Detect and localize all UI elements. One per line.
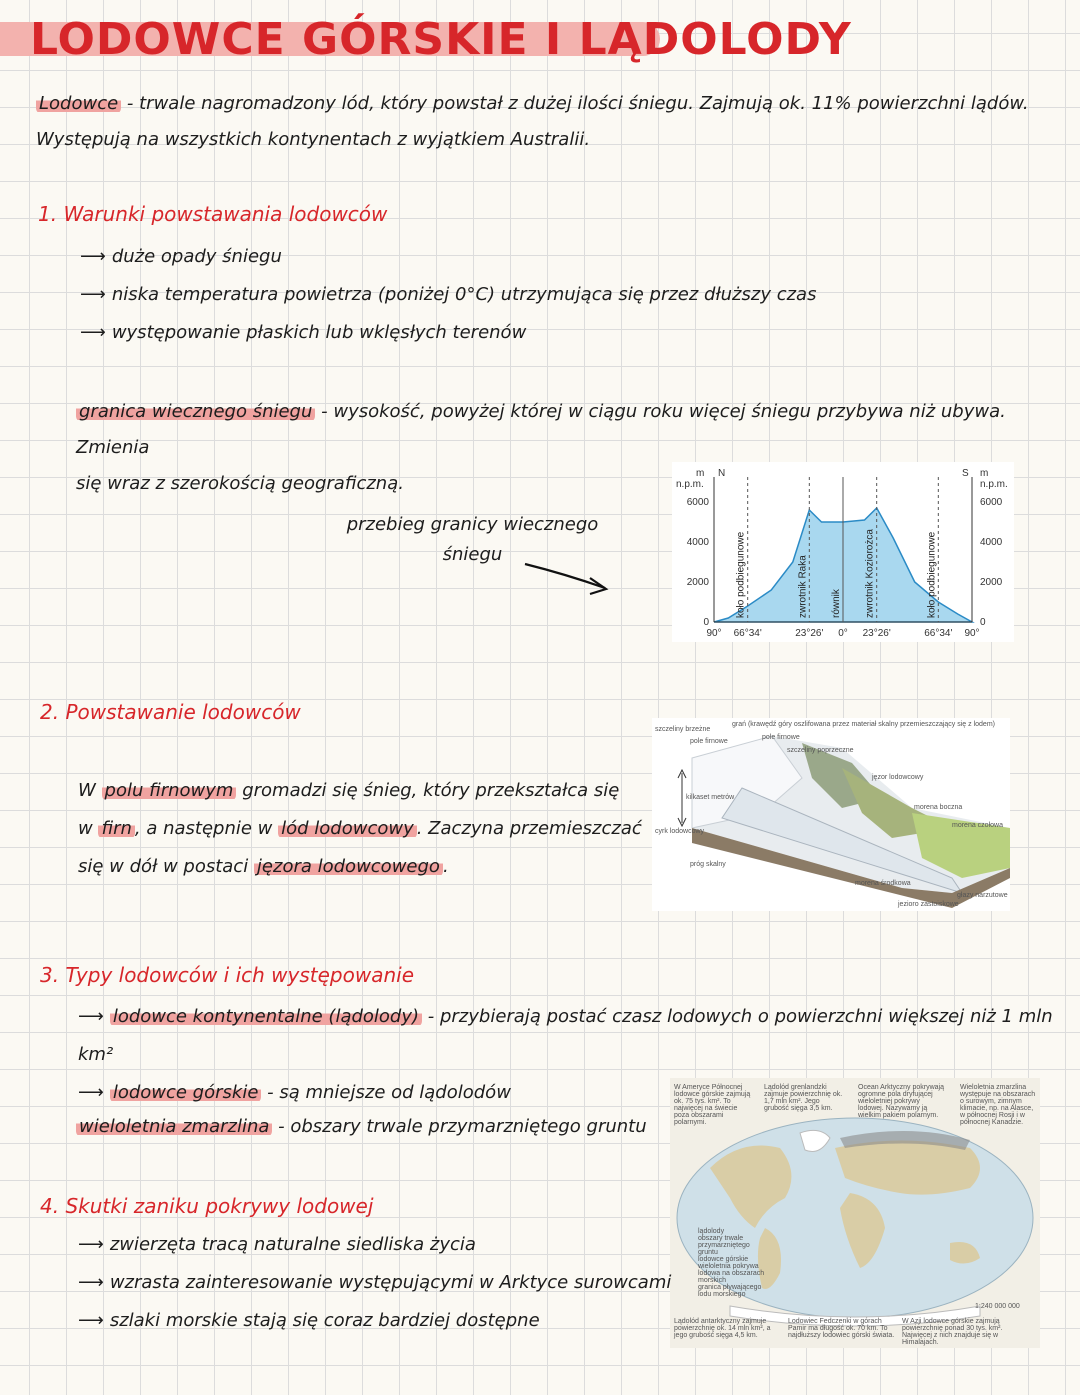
y-tick-label-left: 4000 xyxy=(686,537,709,548)
reference-line-label: koło podbiegunowe xyxy=(735,531,747,618)
label-kilkaset-metrow: kilkaset metrów xyxy=(686,794,735,801)
y-tick-label-right: 2000 xyxy=(980,577,1003,588)
pole-label-south: S xyxy=(962,468,969,479)
label-prog-skalny: próg skalny xyxy=(690,861,726,868)
map-note-north-america: W Ameryce Północnej lodowce górskie zajmują ok. 75 tys. km². To najwięcej na świecie poza obszarami polarnymi. xyxy=(674,1084,751,1126)
map-note-antarctica: Lądolód antarktyczny zajmuje powierzchnię ok. 14 mln km², a jego grubość sięga 4,5 km. xyxy=(674,1318,771,1339)
label-morena-srodkowa: morena środkowa xyxy=(855,880,911,887)
permafrost-definition: wieloletnia zmarzlina - obszary trwale przymarzniętego gruntu xyxy=(76,1116,647,1137)
x-tick-label: 66°34' xyxy=(924,628,953,639)
intro-paragraph: Lodowce - trwale nagromadzony lód, który powstał z dużej ilości śniegu. Zajmują ok. 11% powierzchni lądów. Występują na wszystkich kontynentach z wyjątkiem Australii. xyxy=(36,86,1056,158)
arrow-icon xyxy=(520,552,615,597)
section-2-heading: 2. Powstawanie lodowców xyxy=(40,700,301,724)
y-tick-label-right: 4000 xyxy=(980,537,1003,548)
x-tick-label: 23°26' xyxy=(795,628,824,639)
label-jezor-lodowcowy: jęzor lodowcowy xyxy=(872,774,924,781)
section-4-list xyxy=(78,1226,671,1340)
x-tick-label: 90° xyxy=(706,628,722,639)
y-tick-label-right: 6000 xyxy=(980,497,1003,508)
world-map xyxy=(670,1078,1040,1348)
label-pole-firnowe: pole firnowe xyxy=(690,738,728,745)
label-morena-czolowa: morena czołowa xyxy=(952,822,1003,829)
chart-svg xyxy=(672,462,1014,642)
x-tick-label: 0° xyxy=(838,628,848,639)
term-lodowce-gorskie: lodowce górskie xyxy=(110,1082,262,1103)
y-tick-label-right: 0 xyxy=(980,617,986,628)
list-item: ⟶ lodowce górskie - są mniejsze od lądolodów xyxy=(78,1082,511,1103)
list-item: ⟶ lodowce kontynentalne (lądolody) - przybierają postać czasz lodowych o powierzchni większej niż 1 mln km² xyxy=(78,1006,1053,1065)
y-unit-right-2: n.p.m. xyxy=(980,479,1008,490)
y-tick-label-left: 6000 xyxy=(686,497,709,508)
list-item: ⟶ duże opady śniegu xyxy=(80,246,282,267)
list-item: ⟶ szlaki morskie stają się coraz bardziej dostępne xyxy=(78,1310,540,1331)
list-item: ⟶ zwierzęta tracą naturalne siedliska życia xyxy=(78,1234,476,1255)
label-morena-boczna: morena boczna xyxy=(914,804,963,811)
label-gran: grań (krawędź góry oszlifowana przez materiał skalny przemieszczający się z lodem) xyxy=(732,721,995,728)
label-szczeliny-poprzeczne: szczeliny poprzeczne xyxy=(787,747,854,754)
chart-caption: przebieg granicy wiecznego śniegu xyxy=(346,514,599,565)
label-pole-firnowe-2: pole firnowe xyxy=(762,734,800,741)
map-scale: 1:240 000 000 xyxy=(975,1303,1020,1310)
y-tick-label-left: 2000 xyxy=(686,577,709,588)
list-item: ⟶ niska temperatura powietrza (poniżej 0°C) utrzymująca się przez dłuższy czas xyxy=(80,284,817,305)
term-lod-lodowcowy: lód lodowcowy xyxy=(278,818,417,839)
label-jezioro: jezioro zastoiskowe xyxy=(898,901,959,908)
section-2-paragraph: W polu firnowym gromadzi się śnieg, który przekształca się w firn , a następnie w lód lodowcowy . Zaczyna przemieszczać się w dół w postaci jęzora lodowcowego . xyxy=(78,780,642,877)
y-unit-left-2: n.p.m. xyxy=(676,479,704,490)
term-zmarzlina: wieloletnia zmarzlina xyxy=(76,1116,272,1137)
pole-label-north: N xyxy=(718,468,726,479)
label-szczeliny-brzezne: szczeliny brzeżne xyxy=(655,726,711,733)
section-3-heading: 3. Typy lodowców i ich występowanie xyxy=(40,963,415,987)
term-snow-line: granica wiecznego śniegu xyxy=(76,401,315,422)
map-legend: lądolody obszary trwale przymarzniętego gruntu lodowce górskie wieloletnia pokrywa lodowa na obszarach morskich granica pływającego lodu morskiego xyxy=(698,1228,765,1298)
y-tick-label-left: 0 xyxy=(703,617,709,628)
term-lodowce: Lodowce xyxy=(36,93,121,114)
y-unit-left: m xyxy=(696,468,705,479)
x-tick-label: 66°34' xyxy=(733,628,762,639)
list-item: ⟶ wzrasta zainteresowanie występującymi w Arktyce surowcami xyxy=(78,1272,672,1293)
reference-line-label: zwrotnik Koziorożca xyxy=(864,529,876,618)
y-unit-right: m xyxy=(980,468,989,479)
map-note-asia: W Azji lodowce górskie zajmują powierzchnię ponad 30 tys. km². Najwięcej z nich znajduje się w Himalajach. xyxy=(902,1318,1003,1346)
label-glazy: głazy narzutowe xyxy=(957,892,1008,899)
snow-line-chart xyxy=(672,462,1014,642)
x-tick-label: 90° xyxy=(964,628,980,639)
map-note-arctic: Ocean Arktyczny pokrywają ogromne pola dryfującej wieloletniej pokrywy lodowej. Nazywamy ją wielkim pakiem polarnym. xyxy=(858,1084,944,1119)
map-note-permafrost: Wieloletnia zmarzlina występuje na obszarach o surowym, zimnym klimacie, np. na Alasce, w północnej Rosji i w północnej Kanadzie. xyxy=(960,1084,1036,1126)
page-title: LODOWCE GÓRSKIE I LĄDOLODY xyxy=(30,14,852,65)
term-firn: firn xyxy=(98,818,134,839)
reference-line-label: koło podbiegunowe xyxy=(926,531,938,618)
map-note-greenland: Lądolód grenlandzki zajmuje powierzchnię ok. 1,7 mln km². Jego grubość sięga 3,5 km. xyxy=(764,1084,843,1112)
term-pole-firnowe: polu firnowym xyxy=(102,780,237,801)
glacier-diagram xyxy=(652,718,1010,911)
reference-line-label: równik xyxy=(831,589,842,618)
section-1-heading: 1. Warunki powstawania lodowców xyxy=(38,202,388,226)
term-ladolody: lodowce kontynentalne (lądolody) xyxy=(110,1006,422,1027)
term-jezor: jęzora lodowcowego xyxy=(254,856,443,877)
snow-line-paragraph: granica wiecznego śniegu - wysokość, powyżej której w ciągu roku więcej śniegu przybywa niż ubywa. Zmienia się wraz z szerokością geograficzną. xyxy=(76,401,1006,494)
x-tick-label: 23°26' xyxy=(862,628,891,639)
section-4-heading: 4. Skutki zaniku pokrywy lodowej xyxy=(40,1194,374,1218)
map-note-fedchenko: Lodowiec Fedczenki w górach Pamir ma długość ok. 70 km. To najdłuższy lodowiec górski świata. xyxy=(788,1318,895,1339)
intro-line-2: Występują na wszystkich kontynentach z wyjątkiem Australii. xyxy=(36,129,591,150)
list-item: ⟶ występowanie płaskich lub wklęsłych terenów xyxy=(80,322,527,343)
section-1-list xyxy=(80,238,816,352)
reference-line-label: zwrotnik Raka xyxy=(797,555,809,618)
label-cyrk: cyrk lodowcowy xyxy=(655,828,705,835)
